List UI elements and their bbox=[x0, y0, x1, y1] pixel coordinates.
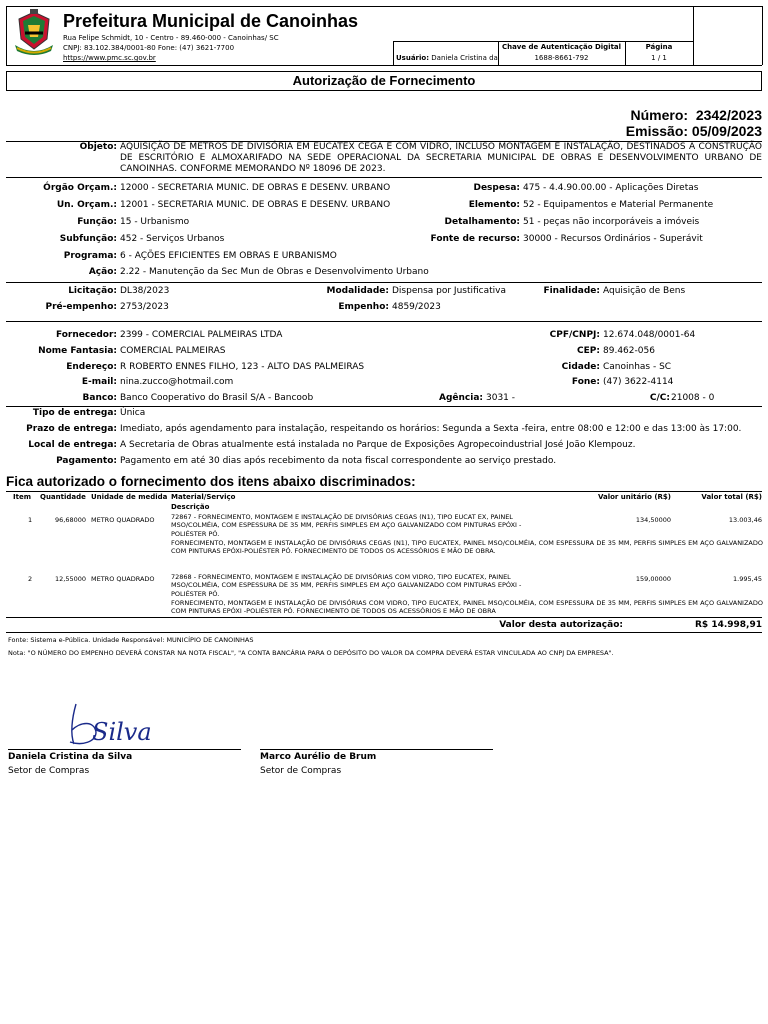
elemento-label: Elemento: bbox=[468, 200, 520, 210]
total-label: Valor desta autorização: bbox=[499, 620, 623, 630]
cpf-value: 12.674.048/0001-64 bbox=[603, 330, 696, 340]
address: Rua Felipe Schmidt, 10 - Centro - 89.460-000 - Canoinhas/ SC bbox=[63, 34, 279, 42]
website-link[interactable]: https://www.pmc.sc.gov.br bbox=[63, 54, 156, 62]
licitacao-value: DL38/2023 bbox=[120, 286, 170, 296]
modalidade-label: Modalidade: bbox=[326, 286, 389, 296]
empenho-value: 4859/2023 bbox=[392, 302, 441, 312]
source-note: Fonte: Sistema e-Pública. Unidade Responsável: MUNICÍPIO DE CANOINHAS bbox=[8, 636, 254, 644]
divider bbox=[6, 282, 762, 283]
items-heading: Fica autorizado o fornecimento dos itens abaixo discriminados: bbox=[6, 474, 416, 489]
licitacao-label: Licitação: bbox=[68, 286, 117, 296]
detalhamento-value: 51 - peças não incorporáveis a imóveis bbox=[523, 217, 700, 227]
despesa-label: Despesa: bbox=[473, 183, 520, 193]
banco-label: Banco: bbox=[82, 393, 117, 403]
row-qty: 96,68000 bbox=[54, 516, 86, 524]
signer-1-name: Daniela Cristina da Silva bbox=[8, 752, 133, 762]
modalidade-value: Dispensa por Justificativa bbox=[392, 286, 506, 296]
agencia-label: Agência: bbox=[438, 393, 483, 403]
row-item: 1 bbox=[28, 516, 33, 524]
objeto-text: AQUISIÇÃO DE METROS DE DIVISÓRIA EM EUCATEX CEGA E COM VIDRO, INCLUSO MONTAGEM E INSTALAÇÃO, DESTINADOS A CONSTRUÇÃO DE ESCRITÓRIO E ALMOXARIFADO NA SEDE OPERACIONAL DA SECRETARIA MUNICIPAL DE OBRAS E DESENVOLVIMENTO URBANO DE CANOINHAS. CONFORME MEMORANDO Nº 18096 DE 2023. bbox=[120, 142, 762, 174]
numero-value: 2342/2023 bbox=[695, 107, 762, 123]
divider bbox=[6, 6, 762, 7]
detalhamento-label: Detalhamento: bbox=[444, 217, 520, 227]
programa-value: 6 - AÇÕES EFICIENTES EM OBRAS E URBANISMO bbox=[120, 251, 337, 261]
endereco-value: R ROBERTO ENNES FILHO, 123 - ALTO DAS PALMEIRAS bbox=[120, 362, 365, 372]
fornecedor-label: Fornecedor: bbox=[55, 330, 117, 340]
cpf-label: CPF/CNPJ: bbox=[549, 330, 600, 340]
emissao bbox=[626, 123, 762, 139]
email-value: nina.zucco@hotmail.com bbox=[120, 377, 234, 387]
acao-label: Ação: bbox=[88, 267, 117, 277]
cc-label: C/C: bbox=[649, 393, 670, 403]
email-label: E-mail: bbox=[81, 377, 117, 387]
cep-value: 89.462-056 bbox=[603, 346, 655, 356]
fonte-value: 30000 - Recursos Ordinários - Superávit bbox=[523, 234, 703, 244]
fantasia-label: Nome Fantasia: bbox=[38, 346, 117, 356]
programa-label: Programa: bbox=[63, 251, 117, 261]
tipo-entrega-value: Única bbox=[120, 408, 146, 418]
local-entrega-value: A Secretaria de Obras atualmente está instalada no Parque de Exposições Agropecoindustrial José João Klempouz. bbox=[120, 440, 636, 450]
numero bbox=[630, 107, 762, 123]
emissao-value: 05/09/2023 bbox=[691, 123, 762, 139]
signature-line bbox=[260, 749, 493, 750]
fonte-label: Fonte de recurso: bbox=[430, 234, 520, 244]
row-material: 72868 - FORNECIMENTO, MONTAGEM E INSTALAÇÃO DE DIVISÓRIAS COM VIDRO, TIPO EUCATEX, PAINEL MSO/COLMÉIA, COM ESPESSURA DE 35 MM, PERFIS SIMPLES EM AÇO GALVANIZADO COM PINTURAS EPÓXI - POLIÉSTER PÓ. bbox=[171, 573, 522, 598]
funcao-label: Função: bbox=[77, 217, 117, 227]
col-header-qty: Quantidade bbox=[40, 493, 86, 501]
subfuncao-value: 452 - Serviços Urbanos bbox=[120, 234, 225, 244]
divider bbox=[6, 321, 762, 322]
handwritten-signature bbox=[66, 700, 170, 748]
row-unit-value: 159,00000 bbox=[635, 575, 671, 583]
page-label: Página bbox=[645, 43, 673, 51]
preempenho-value: 2753/2023 bbox=[120, 302, 169, 312]
divider bbox=[393, 41, 498, 42]
fantasia-value: COMERCIAL PALMEIRAS bbox=[120, 346, 226, 356]
divider bbox=[6, 6, 7, 65]
un-value: 12001 - SECRETARIA MUNIC. DE OBRAS E DESENV. URBANO bbox=[120, 200, 391, 210]
elemento-value: 52 - Equipamentos e Material Permanente bbox=[523, 200, 714, 210]
municipality-title: Prefeitura Municipal de Canoinhas bbox=[63, 11, 359, 31]
row-unit: METRO QUADRADO bbox=[91, 575, 155, 583]
signer-2-role: Setor de Compras bbox=[260, 766, 342, 776]
divider bbox=[498, 41, 693, 42]
agencia-value: 3031 - bbox=[486, 393, 516, 403]
divider bbox=[6, 617, 762, 618]
payment-note: Nota: "O NÚMERO DO EMPENHO DEVERÁ CONSTAR NA NOTA FISCAL", "A CONTA BANCÁRIA PARA O DEPÓSITO DO VALOR DA COMPRA DEVERÁ ESTAR VINCULADA AO CNPJ DA EMPRESA". bbox=[8, 649, 614, 657]
doc-title-box bbox=[6, 71, 762, 91]
pagamento-value: Pagamento em até 30 dias após recebimento da nota fiscal correspondente ao serviço prestado. bbox=[120, 456, 557, 466]
row-unit-value: 134,50000 bbox=[635, 516, 671, 524]
user-value: Daniela Cristina da bbox=[431, 54, 498, 62]
fone-value: (47) 3622-4114 bbox=[603, 377, 674, 387]
cidade-value: Canoinhas - SC bbox=[603, 362, 672, 372]
finalidade-label: Finalidade: bbox=[543, 286, 600, 296]
banco-value: Banco Cooperativo do Brasil S/A - Bancoob bbox=[120, 393, 314, 403]
finalidade-value: Aquisição de Bens bbox=[603, 286, 686, 296]
divider bbox=[6, 177, 762, 178]
fone-label: Fone: bbox=[571, 377, 600, 387]
prazo-entrega-label: Prazo de entrega: bbox=[26, 424, 117, 434]
auth-key-value: 1688-8661-792 bbox=[534, 54, 589, 62]
signature-text: Silva bbox=[92, 718, 152, 746]
coat-of-arms-logo bbox=[11, 9, 57, 57]
tipo-entrega-label: Tipo de entrega: bbox=[32, 408, 117, 418]
funcao-value: 15 - Urbanismo bbox=[120, 217, 190, 227]
signature-line bbox=[8, 749, 241, 750]
row-description: FORNECIMENTO, MONTAGEM E INSTALAÇÃO DE DIVISÓRIAS CEGAS (N1), TIPO EUCATEX, PAINEL MSO/COLMÉIA, COM ESPESSURA DE 35 MM, PERFIS SIMPLES EM AÇO GALVANIZADO COM PINTURAS EPÓXI-POLIÉSTER PÓ. FORNECIMENTO DE TODOS OS ACESSÓRIOS E MÃO DE OBRA. bbox=[171, 539, 763, 556]
emissao-label: Emissão: bbox=[625, 123, 689, 139]
col-header-unit: Unidade de medida bbox=[91, 493, 168, 501]
doc-title: Autorização de Fornecimento bbox=[292, 73, 476, 88]
auth-key-label: Chave de Autenticação Digital bbox=[501, 43, 622, 51]
row-total: 13.003,46 bbox=[728, 516, 762, 524]
col-header-item: Item bbox=[13, 493, 31, 501]
user-label: Usuário: bbox=[396, 54, 430, 62]
cep-label: CEP: bbox=[577, 346, 600, 356]
divider bbox=[762, 6, 763, 65]
objeto-label: Objeto: bbox=[79, 142, 117, 152]
divider bbox=[6, 65, 762, 66]
divider bbox=[6, 406, 762, 407]
preempenho-label: Pré-empenho: bbox=[45, 302, 117, 312]
divider bbox=[393, 41, 394, 65]
col-header-desc: Descrição bbox=[171, 503, 210, 511]
row-item: 2 bbox=[28, 575, 33, 583]
divider bbox=[6, 491, 762, 492]
divider bbox=[6, 632, 762, 633]
divider bbox=[693, 6, 694, 65]
despesa-value: 475 - 4.4.90.00.00 - Aplicações Diretas bbox=[523, 183, 699, 193]
cnpj-phone: CNPJ: 83.102.384/0001-80 Fone: (47) 3621-7700 bbox=[63, 44, 235, 52]
subfuncao-label: Subfunção: bbox=[59, 234, 117, 244]
row-material: 72867 - FORNECIMENTO, MONTAGEM E INSTALAÇÃO DE DIVISÓRIAS CEGAS (N1), TIPO EUCAT EX, PAINEL MSO/COLMÉIA, COM ESPESSURA DE 35 MM, PERFIS SIMPLES EM AÇO GALVANIZADO COM PINTURAS EPÓXI - POLIÉSTER PÓ. bbox=[171, 513, 522, 538]
page-value: 1 / 1 bbox=[651, 54, 667, 62]
un-label: Un. Orçam.: bbox=[56, 200, 117, 210]
orgao-value: 12000 - SECRETARIA MUNIC. DE OBRAS E DESENV. URBANO bbox=[120, 183, 391, 193]
signer-2-name: Marco Aurélio de Brum bbox=[260, 752, 377, 762]
numero-label: Número: bbox=[630, 107, 689, 123]
acao-value: 2.22 - Manutenção da Sec Mun de Obras e Desenvolvimento Urbano bbox=[120, 267, 429, 277]
col-header-unit-value: Valor unitário (R$) bbox=[597, 493, 671, 501]
signer-1-role: Setor de Compras bbox=[8, 766, 90, 776]
row-description: FORNECIMENTO, MONTAGEM E INSTALAÇÃO DE DIVISÓRIAS COM VIDRO, TIPO EUCATEX, PAINEL MSO/COLMÉIA, COM ESPESSURA DE 35 MM, PERFIS SIMPLES EM AÇO GALVANIZADO COM PINTURAS EPÓXI -POLIÉSTER PÓ. FORNECIMENTO DE TODOS OS ACESSÓRIOS E MÃO DE OBRA bbox=[171, 599, 763, 616]
col-header-total: Valor total (R$) bbox=[701, 493, 762, 501]
prazo-entrega-value: Imediato, após agendamento para instalação, respeitando os horários: Segunda a Sexta -feira, entre 08:00 e 12:00 e das 13:00 às 17:00. bbox=[120, 424, 742, 434]
col-header-material: Material/Serviço bbox=[171, 493, 236, 501]
row-unit: METRO QUADRADO bbox=[91, 516, 155, 524]
fornecedor-value: 2399 - COMERCIAL PALMEIRAS LTDA bbox=[120, 330, 283, 340]
row-qty: 12,55000 bbox=[54, 575, 86, 583]
total-value: R$ 14.998,91 bbox=[695, 620, 762, 630]
empenho-label: Empenho: bbox=[338, 302, 389, 312]
cidade-label: Cidade: bbox=[561, 362, 600, 372]
orgao-label: Órgão Orçam.: bbox=[43, 183, 117, 193]
local-entrega-label: Local de entrega: bbox=[28, 440, 117, 450]
cc-value: 21008 - 0 bbox=[671, 393, 715, 403]
row-total: 1.995,45 bbox=[733, 575, 762, 583]
endereco-label: Endereço: bbox=[66, 362, 117, 372]
pagamento-label: Pagamento: bbox=[56, 456, 117, 466]
